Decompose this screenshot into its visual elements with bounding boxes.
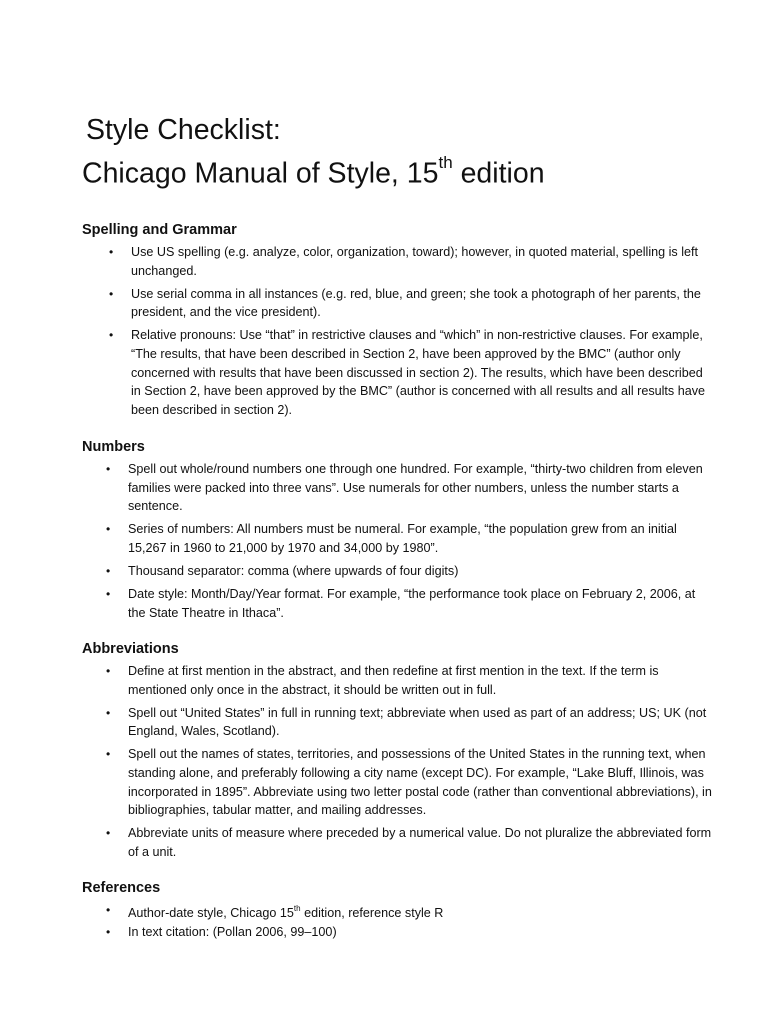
list-item: • Date style: Month/Day/Year format. For example, “the performance took place on February 2, 2006, at the State Theatre in Ithaca”.	[82, 585, 712, 622]
ref-style-text: Author-date style, Chicago 15	[128, 906, 294, 921]
document-subtitle	[82, 153, 545, 190]
section-heading: References	[82, 880, 161, 896]
list-item: • Relative pronouns: Use “that” in restrictive clauses and “which” in non-restrictive clauses. For example, “The results, that have been described in Section 2, have been approved by the BMC” (author only concerned with results that have been discussed in section 2). The results, which have been described in Section 2, have been approved by the BMC” (author is concerned with all results and all results have been described in section 2).	[82, 326, 712, 419]
ref-style-text-end: edition, reference style R	[300, 906, 444, 921]
bullet-list	[82, 662, 712, 861]
list-item: • Use US spelling (e.g. analyze, color, organization, toward); however, in quoted material, spelling is left unchanged.	[82, 243, 712, 280]
section-heading: Abbreviations	[82, 641, 179, 657]
list-item	[82, 901, 712, 923]
section-spelling-grammar	[82, 221, 712, 424]
list-item: • Spell out “United States” in full in running text; abbreviate when used as part of an address; US; UK (not England, Wales, Scotland).	[82, 704, 712, 741]
list-item: • Use serial comma in all instances (e.g. red, blue, and green; she took a photograph of her parents, the president, and the vice president).	[82, 285, 712, 322]
bullet-list	[82, 243, 712, 419]
list-item: • In text citation: (Pollan 2006, 99–100)	[82, 923, 712, 942]
section-heading: Numbers	[82, 439, 145, 455]
subtitle-end: edition	[452, 157, 545, 190]
document-title: Style Checklist:	[86, 114, 281, 146]
section-numbers	[82, 438, 712, 627]
subtitle-main: Chicago Manual of Style, 15	[82, 157, 439, 190]
list-item: • Thousand separator: comma (where upwards of four digits)	[82, 562, 712, 581]
bullet-list	[82, 460, 712, 622]
section-heading: Spelling and Grammar	[82, 222, 237, 238]
bullet-list	[82, 901, 712, 941]
subtitle-superscript: th	[438, 153, 453, 172]
list-item: • Series of numbers: All numbers must be numeral. For example, “the population grew from an initial 15,267 in 1960 to 21,000 by 1970 and 34,000 by 1980”.	[82, 520, 712, 557]
section-abbreviations	[82, 640, 712, 866]
list-item: • Abbreviate units of measure where preceded by a numerical value. Do not pluralize the abbreviated form of a unit.	[82, 824, 712, 861]
list-item: • Spell out the names of states, territories, and possessions of the United States in the running text, when standing alone, and preferably following a city name (except DC). For example, “Lake Bluff, Illinois, was incorporated in 1895”. Abbreviate using two letter postal code (rather than conventional abbreviations), in bibliographies, tabular matter, and mailing addresses.	[82, 745, 712, 819]
ref-style-superscript: th	[293, 904, 301, 913]
section-references	[82, 879, 712, 941]
list-item: • Define at first mention in the abstract, and then redefine at first mention in the text. If the term is mentioned only once in the abstract, it should be written out in full.	[82, 662, 712, 699]
list-item: • Spell out whole/round numbers one through one hundred. For example, “thirty-two children from eleven families were packed into three vans”. Use numerals for other numbers, unless the number starts a sentence.	[82, 460, 712, 516]
